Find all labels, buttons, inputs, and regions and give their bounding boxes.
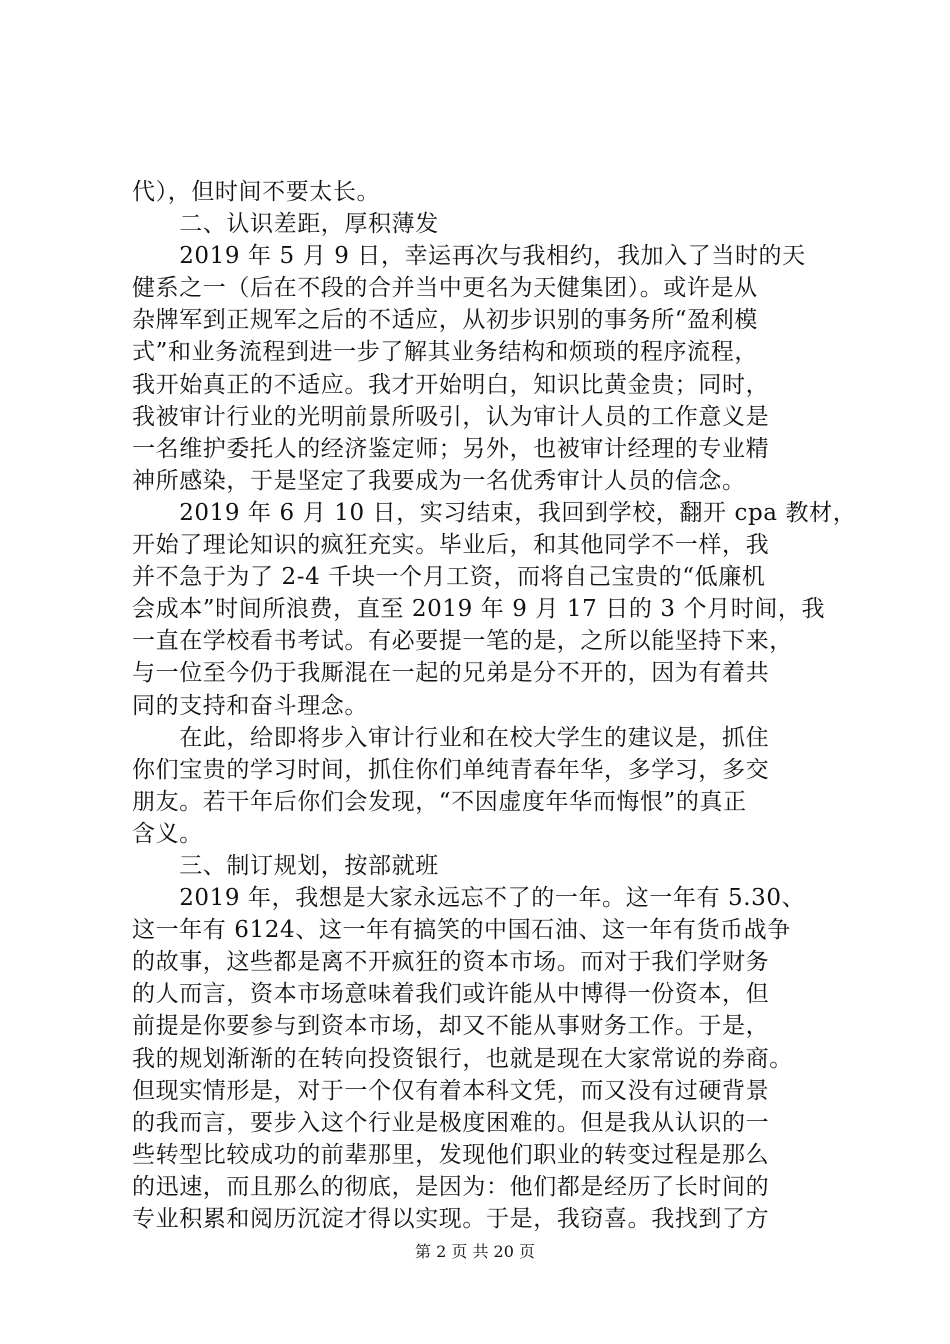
text-line: 会成本”时间所浪费，直至 2019 年 9 月 17 日的 3 个月时间，我 [132,596,826,623]
text-line: 我的规划渐渐的在转向投资银行，也就是现在大家常说的券商。 [132,1045,793,1072]
document-body [132,176,857,1235]
text-line: 含义。 [132,820,203,847]
text-line: 在此，给即将步入审计行业和在校大学生的建议是，抓住 [132,724,770,751]
text-line: 前提是你要参与到资本市场，却又不能从事财务工作。于是， [132,1013,770,1040]
text-line: 这一年有 6124、这一年有搞笑的中国石油、这一年有货币战争 [132,917,791,944]
text-line: 的我而言，要步入这个行业是极度困难的。但是我从认识的一 [132,1109,770,1136]
text-line: 些转型比较成功的前辈那里，发现他们职业的转变过程是那么 [132,1141,770,1168]
text-line: 你们宝贵的学习时间，抓住你们单纯青春年华，多学习，多交 [132,756,770,783]
text-line: 开始了理论知识的疯狂充实。毕业后，和其他同学不一样，我 [132,532,770,559]
text-line: 2019 年 5 月 9 日，幸运再次与我相约，我加入了当时的天 [132,243,806,270]
text-line: 式”和业务流程到进一步了解其业务结构和烦琐的程序流程， [132,339,758,366]
text-line: 杂牌军到正规军之后的不适应，从初步识别的事务所“盈利模 [132,307,758,334]
text-line: 的故事，这些都是离不开疯狂的资本市场。而对于我们学财务 [132,949,770,976]
text-line: 同的支持和奋斗理念。 [132,692,368,719]
text-line: 神所感染，于是坚定了我要成为一名优秀审计人员的信念。 [132,467,746,494]
text-line: 一名维护委托人的经济鉴定师；另外，也被审计经理的专业精 [132,435,770,462]
text-line: 一直在学校看书考试。有必要提一笔的是，之所以能坚持下来， [132,628,793,655]
text-line: 我被审计行业的光明前景所吸引，认为审计人员的工作意义是 [132,403,770,430]
text-line: 专业积累和阅历沉淀才得以实现。于是，我窃喜。我找到了方 [132,1206,770,1232]
text-line: 2019 年 6 月 10 日，实习结束，我回到学校，翻开 cpa 教材， [132,499,857,526]
section-heading: 二、认识差距，厚积薄发 [132,211,439,238]
text-line: 的人而言，资本市场意味着我们或许能从中博得一份资本，但 [132,981,770,1008]
text-line: 朋友。若干年后你们会发现，“不因虚度年华而悔恨”的真正 [132,788,747,815]
page-number-footer: 第 2 页 共 20 页 [415,1242,535,1261]
section-heading: 三、制订规划，按部就班 [132,852,439,879]
text-line: 的迅速，而且那么的彻底，是因为：他们都是经历了长时间的 [132,1173,770,1200]
text-line: 并不急于为了 2-4 千块一个月工资，而将自己宝贵的“低廉机 [132,564,766,591]
text-line: 我开始真正的不适应。我才开始明白，知识比黄金贵；同时， [132,371,770,398]
text-line: 健系之一（后在不段的合并当中更名为天健集团）。或许是从 [132,275,758,302]
text-line: 与一位至今仍于我厮混在一起的兄弟是分不开的，因为有着共 [132,660,770,687]
text-line: 2019 年，我想是大家永远忘不了的一年。这一年有 5.30、 [132,885,806,912]
text-line: 代），但时间不要太长。 [132,179,381,205]
text-line: 但现实情形是，对于一个仅有着本科文凭，而又没有过硬背景 [132,1077,770,1104]
